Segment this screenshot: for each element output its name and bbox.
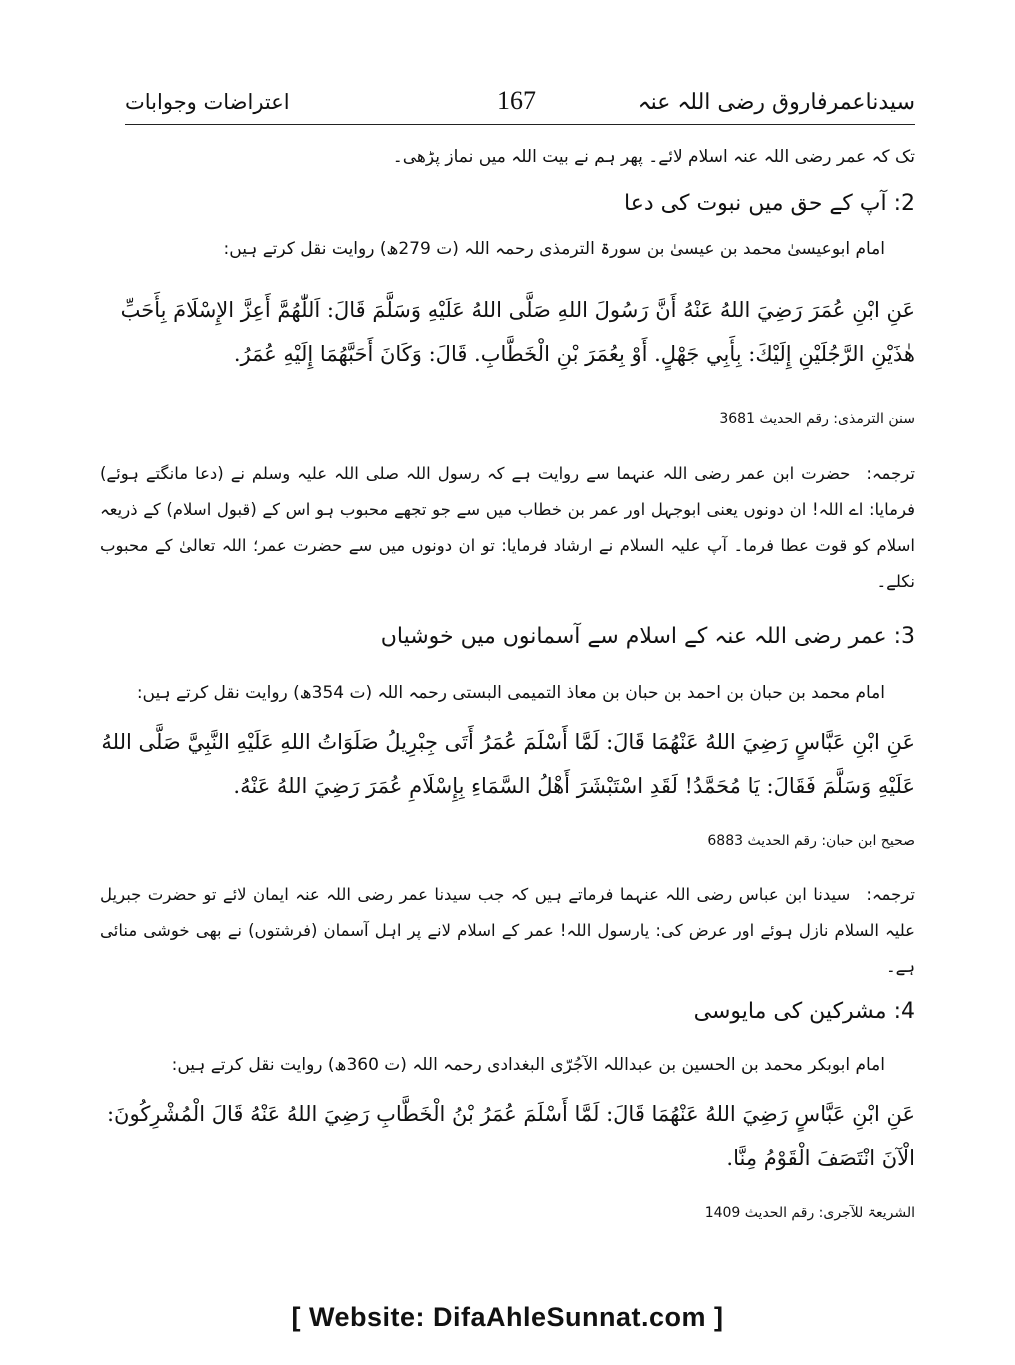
section-2-translation <box>100 456 915 600</box>
book-title: سیدناعمرفاروق رضی اللہ عنہ <box>637 90 915 115</box>
page-number: 167 <box>497 86 536 115</box>
section-2-heading: 2: آپ کے حق میں نبوت کی دعا <box>624 191 915 216</box>
section-2-arabic-hadith: عَنِ ابْنِ عُمَرَ رَضِيَ اللهُ عَنْهُ أَنَّ رَسُولَ اللهِ صَلَّى اللهُ عَلَيْهِ وَسَلَّمَ قَالَ: اَللّٰهُمَّ أَعِزَّ الإِسْلَامَ بِأَحَبِّ هٰذَيْنِ الرَّجُلَيْنِ إِلَيْكَ: بِأَبِي جَهْلٍ. أَوْ بِعُمَرَ بْنِ الْخَطَّابِ. قَالَ: وَكَانَ أَحَبَّهُمَا إِلَيْهِ عُمَرُ. <box>120 298 915 366</box>
translation-text: حضرت ابن عمر رضی اللہ عنہما سے روایت ہے کہ رسول اللہ صلی اللہ علیہ وسلم نے (دعا مانگتے ہوئے) فرمایا: اے اللہ! ان دونوں یعنی ابوجہل اور عمر بن خطاب میں سے جو تجھے محبوب ہو اس کے (قبول اسلام) کے ذریعہ اسلام کو قوت عطا فرما۔ آپ علیہ السلام نے ارشاد فرمایا: تو ان دونوں میں سے حضرت عمر؛ اللہ تعالیٰ کے محبوب نکلے۔ <box>100 464 915 591</box>
page-header <box>125 86 915 120</box>
translation-label: ترجمہ: <box>866 464 915 483</box>
chapter-title: اعتراضات وجوابات <box>125 90 290 114</box>
section-3-heading: 3: عمر رضی اللہ عنہ کے اسلام سے آسمانوں میں خوشیاں <box>380 624 915 649</box>
intro-line: تک کہ عمر رضی اللہ عنہ اسلام لائے۔ پھر ہم نے بیت اللہ میں نماز پڑھی۔ <box>392 147 915 167</box>
section-3-arabic-hadith: عَنِ ابْنِ عَبَّاسٍ رَضِيَ اللهُ عَنْهُمَا قَالَ: لَمَّا أَسْلَمَ عُمَرُ أَتَى جِبْرِيلُ صَلَوَاتُ اللهِ عَلَيْهِ النَّبِيَّ صَلَّى اللهُ عَلَيْهِ وَسَلَّمَ فَقَالَ: يَا مُحَمَّدُ! لَقَدِ اسْتَبْشَرَ أَهْلُ السَّمَاءِ بِإِسْلَامِ عُمَرَ رَضِيَ اللهُ عَنْهُ. <box>101 730 915 798</box>
section-2-reference: سنن الترمذی: رقم الحدیث 3681 <box>719 411 915 427</box>
section-3-chain: امام محمد بن حبان بن احمد بن حبان بن معاذ التمیمی البستی رحمہ اللہ (ت 354ھ) روایت نقل کرتے ہیں: <box>136 683 885 703</box>
section-3-translation <box>100 877 915 985</box>
section-4-reference: الشریعۃ للآجری: رقم الحدیث 1409 <box>704 1205 915 1221</box>
website-footer: [ Website: DifaAhleSunnat.com ] <box>291 1302 724 1332</box>
header-divider <box>125 124 915 125</box>
section-3-reference: صحیح ابن حبان: رقم الحدیث 6883 <box>707 833 915 849</box>
section-4-chain: امام ابوبکر محمد بن الحسین بن عبداللہ الآجُرّی البغدادی رحمہ اللہ (ت 360ھ) روایت نقل کرتے ہیں: <box>171 1055 885 1075</box>
section-4-heading: 4: مشرکین کی مایوسی <box>693 999 915 1024</box>
translation-text: سیدنا ابن عباس رضی اللہ عنہما فرماتے ہیں کہ جب سیدنا عمر رضی اللہ عنہ ایمان لائے تو حضرت جبریل علیہ السلام نازل ہوئے اور عرض کی: یارسول اللہ! عمر کے اسلام لانے پر اہل آسمان (فرشتوں) نے بھی خوشی منائی ہے۔ <box>100 885 915 976</box>
translation-label: ترجمہ: <box>866 885 915 904</box>
section-2-chain: امام ابوعیسیٰ محمد بن عیسیٰ بن سورۃ الترمذی رحمہ اللہ (ت 279ھ) روایت نقل کرتے ہیں: <box>223 239 885 259</box>
section-4-arabic-hadith: عَنِ ابْنِ عَبَّاسٍ رَضِيَ اللهُ عَنْهُمَا قَالَ: لَمَّا أَسْلَمَ عُمَرُ بْنُ الْخَطَّابِ رَضِيَ اللهُ عَنْهُ قَالَ الْمُشْرِكُونَ: الْآنَ انْتَصَفَ الْقَوْمُ مِنَّا. <box>106 1102 915 1170</box>
